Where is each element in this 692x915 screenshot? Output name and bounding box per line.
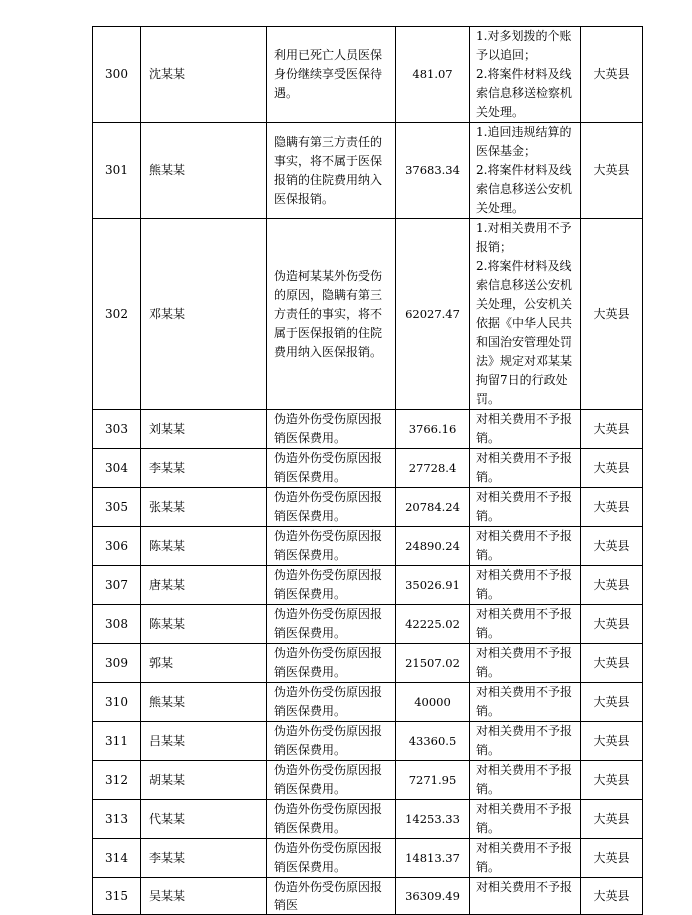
- amount-value: [396, 219, 470, 410]
- county-name-text: 大英县: [593, 460, 630, 475]
- amount-value-text: 20784.24: [405, 499, 460, 514]
- person-name-text: 熊某某: [149, 694, 186, 709]
- amount-value-text: 14253.33: [405, 811, 460, 826]
- violation-fact-text: 伪造外伤受伤原因报销医保费用。: [274, 451, 383, 484]
- county-name: [581, 488, 643, 527]
- person-name: [141, 219, 267, 410]
- row-number-text: 302: [105, 306, 128, 321]
- handling-action: [470, 839, 581, 878]
- amount-value: [396, 800, 470, 839]
- row-number-text: 308: [105, 616, 128, 631]
- county-name: [581, 410, 643, 449]
- table-row: [93, 488, 643, 527]
- person-name-text: 邓某某: [149, 306, 186, 321]
- violation-fact-text: 伪造外伤受伤原因报销医保费用。: [274, 607, 383, 640]
- amount-value-text: 14813.37: [405, 850, 460, 865]
- row-number: [93, 123, 141, 219]
- handling-action-text: 1.对多划拨的个账予以追回； 2.将案件材料及线索信息移送检察机关处理。: [476, 29, 573, 119]
- violation-fact-text: 伪造外伤受伤原因报销医保费用。: [274, 568, 383, 601]
- amount-value-text: 36309.49: [405, 889, 460, 903]
- handling-action-text: 对相关费用不予报: [476, 880, 573, 894]
- county-name-text: 大英县: [593, 655, 630, 670]
- violation-fact-text: 伪造外伤受伤原因报销医保费用。: [274, 841, 383, 874]
- violation-fact: [267, 488, 396, 527]
- row-number: [93, 488, 141, 527]
- table-row: [93, 527, 643, 566]
- row-number: [93, 839, 141, 878]
- amount-value-text: 37683.34: [405, 163, 460, 177]
- county-name-text: 大英县: [593, 889, 630, 903]
- person-name: [141, 27, 267, 123]
- violation-fact-text: 伪造外伤受伤原因报销医保费用。: [274, 763, 383, 796]
- person-name: [141, 839, 267, 878]
- amount-value: [396, 761, 470, 800]
- person-name-text: 张某某: [149, 499, 186, 514]
- handling-action: [470, 410, 581, 449]
- violation-fact-text: 伪造外伤受伤原因报销医保费用。: [274, 685, 383, 718]
- violation-fact-text: 利用已死亡人员医保身份继续享受医保待遇。: [274, 48, 383, 100]
- violation-fact: [267, 800, 396, 839]
- handling-action: [470, 605, 581, 644]
- county-name: [581, 800, 643, 839]
- handling-action-text: 1.对相关费用不予报销； 2.将案件材料及线索信息移送公安机关处理，公安机关依据《中华人民共和国治安管理处罚法》规定对邓某某拘留7日的行政处罚。: [476, 221, 573, 406]
- handling-action: [470, 761, 581, 800]
- table-row: [93, 722, 643, 761]
- violation-fact-text: 伪造柯某某外伤受伤的原因，隐瞒有第三方责任的事实，将不属于医保报销的住院费用纳入医保报销。: [274, 268, 383, 359]
- row-number-text: 315: [105, 889, 128, 903]
- handling-action-text: 对相关费用不予报销。: [476, 490, 573, 523]
- row-number: [93, 219, 141, 410]
- handling-action-text: 对相关费用不予报销。: [476, 607, 573, 640]
- row-number-text: 314: [105, 850, 128, 865]
- handling-action: [470, 27, 581, 123]
- violation-fact-text: 伪造外伤受伤原因报销医保费用。: [274, 412, 383, 445]
- handling-action: [470, 800, 581, 839]
- handling-action: [470, 878, 581, 915]
- handling-action-text: 对相关费用不予报销。: [476, 724, 573, 757]
- case-table-body: [93, 27, 643, 915]
- table-row: [93, 605, 643, 644]
- violation-fact-text: 伪造外伤受伤原因报销医: [274, 880, 383, 912]
- amount-value: [396, 449, 470, 488]
- violation-fact: [267, 722, 396, 761]
- violation-fact: [267, 527, 396, 566]
- county-name: [581, 219, 643, 410]
- person-name: [141, 410, 267, 449]
- county-name-text: 大英县: [593, 67, 630, 81]
- violation-fact: [267, 566, 396, 605]
- handling-action: [470, 449, 581, 488]
- person-name: [141, 800, 267, 839]
- violation-fact: [267, 683, 396, 722]
- row-number-text: 309: [105, 655, 128, 670]
- table-row: [93, 27, 643, 123]
- amount-value-text: 3766.16: [408, 421, 457, 436]
- violation-fact-text: 伪造外伤受伤原因报销医保费用。: [274, 490, 383, 523]
- row-number: [93, 410, 141, 449]
- violation-fact: [267, 123, 396, 219]
- table-row: [93, 761, 643, 800]
- county-name: [581, 527, 643, 566]
- table-row: [93, 219, 643, 410]
- county-name: [581, 566, 643, 605]
- handling-action-text: 对相关费用不予报销。: [476, 763, 573, 796]
- person-name: [141, 761, 267, 800]
- person-name: [141, 527, 267, 566]
- row-number: [93, 761, 141, 800]
- person-name-text: 郭某: [149, 655, 174, 670]
- row-number-text: 301: [105, 163, 128, 177]
- person-name: [141, 488, 267, 527]
- county-name-text: 大英县: [593, 306, 630, 321]
- handling-action: [470, 683, 581, 722]
- row-number: [93, 605, 141, 644]
- amount-value-text: 21507.02: [405, 655, 460, 670]
- row-number-text: 313: [105, 811, 128, 826]
- table-row: [93, 566, 643, 605]
- violation-fact: [267, 219, 396, 410]
- amount-value-text: 40000: [414, 694, 451, 709]
- amount-value: [396, 410, 470, 449]
- person-name-text: 沈某某: [149, 67, 186, 81]
- handling-action: [470, 644, 581, 683]
- amount-value: [396, 488, 470, 527]
- table-row: [93, 644, 643, 683]
- person-name-text: 胡某某: [149, 772, 186, 787]
- person-name-text: 陈某某: [149, 538, 186, 553]
- table-row: [93, 410, 643, 449]
- county-name: [581, 878, 643, 915]
- row-number-text: 312: [105, 772, 128, 787]
- violation-fact: [267, 410, 396, 449]
- handling-action: [470, 722, 581, 761]
- amount-value: [396, 878, 470, 915]
- county-name-text: 大英县: [593, 733, 630, 748]
- row-number: [93, 644, 141, 683]
- person-name-text: 代某某: [149, 811, 186, 826]
- amount-value-text: 35026.91: [405, 577, 460, 592]
- row-number-text: 306: [105, 538, 128, 553]
- person-name-text: 吕某某: [149, 733, 186, 748]
- row-number: [93, 800, 141, 839]
- row-number: [93, 878, 141, 915]
- person-name: [141, 605, 267, 644]
- violation-fact: [267, 449, 396, 488]
- row-number-text: 307: [105, 577, 128, 592]
- county-name-text: 大英县: [593, 499, 630, 514]
- person-name-text: 唐某某: [149, 577, 186, 592]
- amount-value: [396, 722, 470, 761]
- handling-action-text: 对相关费用不予报销。: [476, 685, 573, 718]
- violation-fact-text: 伪造外伤受伤原因报销医保费用。: [274, 802, 383, 835]
- violation-fact-text: 伪造外伤受伤原因报销医保费用。: [274, 646, 383, 679]
- amount-value-text: 62027.47: [405, 306, 460, 321]
- county-name: [581, 27, 643, 123]
- handling-action-text: 对相关费用不予报销。: [476, 841, 573, 874]
- county-name: [581, 839, 643, 878]
- handling-action: [470, 488, 581, 527]
- row-number-text: 300: [105, 67, 128, 81]
- table-row: [93, 123, 643, 219]
- handling-action-text: 对相关费用不予报销。: [476, 451, 573, 484]
- person-name-text: 李某某: [149, 850, 186, 865]
- handling-action: [470, 219, 581, 410]
- county-name: [581, 123, 643, 219]
- county-name-text: 大英县: [593, 811, 630, 826]
- amount-value-text: 42225.02: [405, 616, 460, 631]
- table-row: [93, 878, 643, 915]
- row-number: [93, 449, 141, 488]
- row-number-text: 305: [105, 499, 128, 514]
- violation-fact: [267, 839, 396, 878]
- row-number: [93, 527, 141, 566]
- county-name-text: 大英县: [593, 772, 630, 787]
- county-name: [581, 722, 643, 761]
- handling-action: [470, 527, 581, 566]
- violation-fact: [267, 644, 396, 683]
- row-number-text: 304: [105, 460, 128, 475]
- county-name: [581, 683, 643, 722]
- person-name: [141, 449, 267, 488]
- row-number-text: 303: [105, 421, 128, 436]
- county-name: [581, 605, 643, 644]
- amount-value: [396, 839, 470, 878]
- amount-value-text: 27728.4: [408, 460, 457, 475]
- table-row: [93, 449, 643, 488]
- person-name: [141, 722, 267, 761]
- person-name: [141, 683, 267, 722]
- violation-fact: [267, 605, 396, 644]
- violation-fact: [267, 878, 396, 915]
- person-name: [141, 123, 267, 219]
- violation-fact: [267, 761, 396, 800]
- amount-value: [396, 644, 470, 683]
- row-number: [93, 566, 141, 605]
- county-name-text: 大英县: [593, 850, 630, 865]
- person-name-text: 熊某某: [149, 163, 186, 177]
- amount-value-text: 481.07: [412, 67, 453, 81]
- violation-fact: [267, 27, 396, 123]
- county-name-text: 大英县: [593, 577, 630, 592]
- person-name: [141, 878, 267, 915]
- handling-action-text: 对相关费用不予报销。: [476, 802, 573, 835]
- amount-value: [396, 605, 470, 644]
- table-row: [93, 683, 643, 722]
- county-name: [581, 644, 643, 683]
- person-name-text: 吴某某: [149, 889, 186, 903]
- amount-value-text: 7271.95: [408, 772, 457, 787]
- row-number-text: 311: [105, 733, 128, 748]
- amount-value: [396, 566, 470, 605]
- handling-action: [470, 123, 581, 219]
- handling-action-text: 对相关费用不予报销。: [476, 568, 573, 601]
- row-number-text: 310: [105, 694, 128, 709]
- row-number: [93, 27, 141, 123]
- amount-value: [396, 683, 470, 722]
- handling-action-text: 对相关费用不予报销。: [476, 412, 573, 445]
- county-name-text: 大英县: [593, 538, 630, 553]
- county-name: [581, 449, 643, 488]
- amount-value-text: 43360.5: [408, 733, 457, 748]
- case-table: [92, 26, 643, 915]
- amount-value: [396, 27, 470, 123]
- violation-fact-text: 隐瞒有第三方责任的事实，将不属于医保报销的住院费用纳入医保报销。: [274, 134, 383, 206]
- amount-value: [396, 123, 470, 219]
- person-name: [141, 566, 267, 605]
- violation-fact-text: 伪造外伤受伤原因报销医保费用。: [274, 724, 383, 757]
- person-name-text: 李某某: [149, 460, 186, 475]
- county-name-text: 大英县: [593, 421, 630, 436]
- person-name-text: 刘某某: [149, 421, 186, 436]
- table-row: [93, 800, 643, 839]
- violation-fact-text: 伪造外伤受伤原因报销医保费用。: [274, 529, 383, 562]
- person-name: [141, 644, 267, 683]
- handling-action-text: 对相关费用不予报销。: [476, 529, 573, 562]
- county-name-text: 大英县: [593, 694, 630, 709]
- county-name-text: 大英县: [593, 616, 630, 631]
- handling-action: [470, 566, 581, 605]
- handling-action-text: 对相关费用不予报销。: [476, 646, 573, 679]
- amount-value-text: 24890.24: [405, 538, 460, 553]
- row-number: [93, 722, 141, 761]
- county-name: [581, 761, 643, 800]
- table-row: [93, 839, 643, 878]
- person-name-text: 陈某某: [149, 616, 186, 631]
- row-number: [93, 683, 141, 722]
- handling-action-text: 1.追回违规结算的医保基金； 2.将案件材料及线索信息移送公安机关处理。: [476, 125, 573, 215]
- amount-value: [396, 527, 470, 566]
- county-name-text: 大英县: [593, 163, 630, 177]
